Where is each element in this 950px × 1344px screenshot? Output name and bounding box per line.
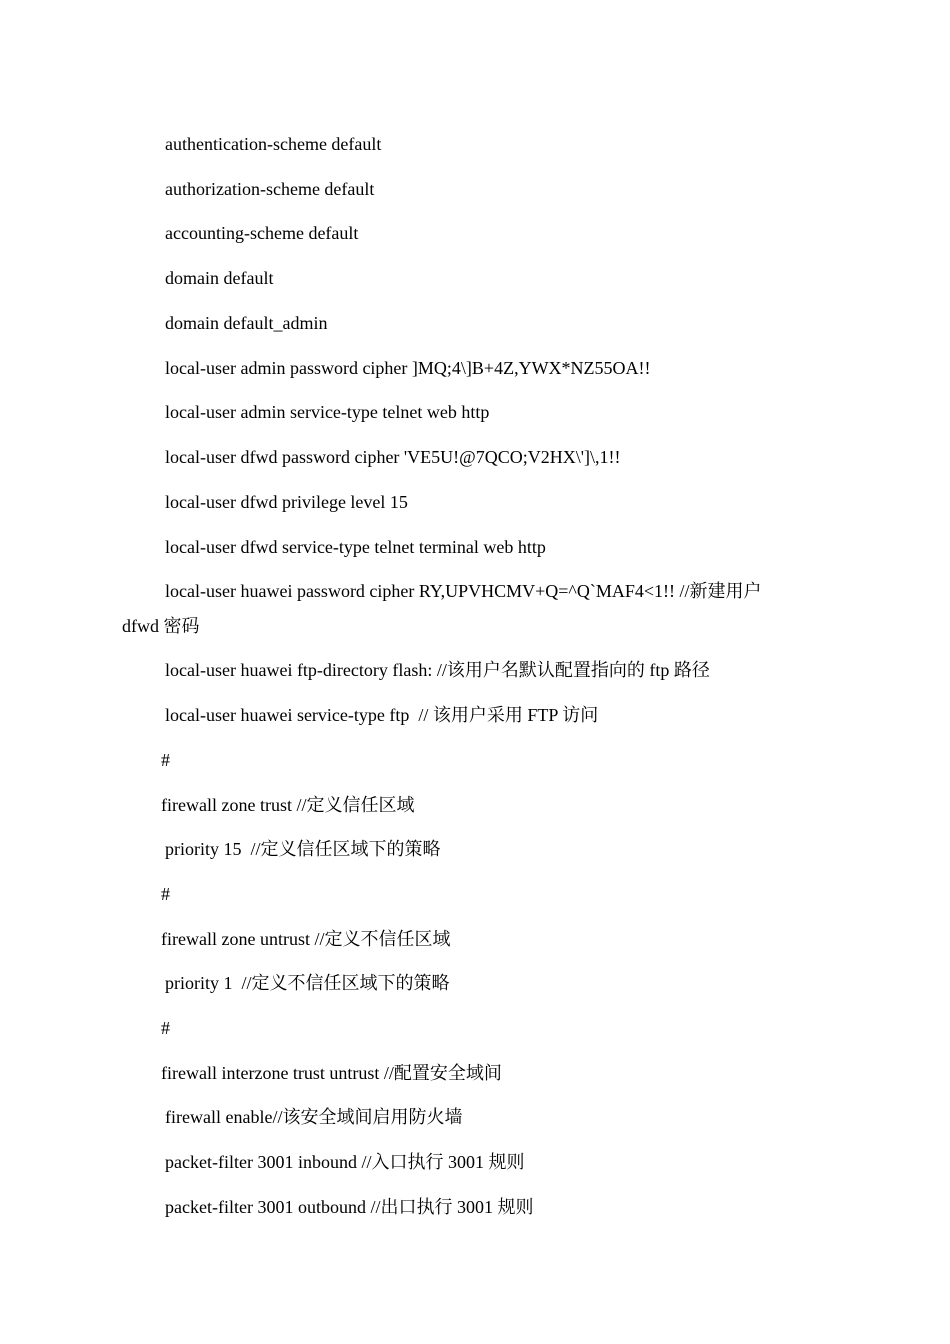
config-line-dfwd-password: local-user dfwd password cipher 'VE5U!@7QCO;V2HX\']\,1!! xyxy=(165,447,621,467)
config-line-huawei-ftp-directory: local-user huawei ftp-directory flash: //该用户名默认配置指向的 ftp 路径 xyxy=(165,660,710,680)
config-line-domain-default: domain default xyxy=(165,268,274,288)
config-line-priority-1: priority 1 //定义不信任区域下的策略 xyxy=(165,973,450,993)
config-line-authorization-scheme: authorization-scheme default xyxy=(165,179,375,199)
config-separator: # xyxy=(161,884,170,904)
config-line-firewall-zone-trust: firewall zone trust //定义信任区域 xyxy=(161,795,415,815)
config-line-priority-15: priority 15 //定义信任区域下的策略 xyxy=(165,839,441,859)
config-line-packet-filter-inbound: packet-filter 3001 inbound //入口执行 3001 规则 xyxy=(165,1152,525,1172)
config-line-authentication-scheme: authentication-scheme default xyxy=(165,134,382,154)
config-separator: # xyxy=(161,1018,170,1038)
config-line-accounting-scheme: accounting-scheme default xyxy=(165,223,359,243)
config-line-huawei-password-continuation: dfwd 密码 xyxy=(122,616,200,636)
config-line-dfwd-privilege: local-user dfwd privilege level 15 xyxy=(165,492,408,512)
config-line-admin-service-type: local-user admin service-type telnet web http xyxy=(165,402,490,422)
config-line-packet-filter-outbound: packet-filter 3001 outbound //出口执行 3001 规则 xyxy=(165,1197,534,1217)
config-line-domain-default-admin: domain default_admin xyxy=(165,313,328,333)
config-line-firewall-zone-untrust: firewall zone untrust //定义不信任区域 xyxy=(161,929,451,949)
config-line-huawei-password: local-user huawei password cipher RY,UPVHCMV+Q=^Q`MAF4<1!! //新建用户 xyxy=(165,581,762,601)
config-line-dfwd-service-type: local-user dfwd service-type telnet terminal web http xyxy=(165,537,546,557)
config-line-admin-password: local-user admin password cipher ]MQ;4\]B+4Z,YWX*NZ55OA!! xyxy=(165,358,651,378)
config-line-firewall-enable: firewall enable//该安全域间启用防火墙 xyxy=(165,1107,463,1127)
config-line-huawei-service-type: local-user huawei service-type ftp // 该用户采用 FTP 访问 xyxy=(165,705,599,725)
config-separator: # xyxy=(161,750,170,770)
config-line-firewall-interzone: firewall interzone trust untrust //配置安全域间 xyxy=(161,1063,502,1083)
